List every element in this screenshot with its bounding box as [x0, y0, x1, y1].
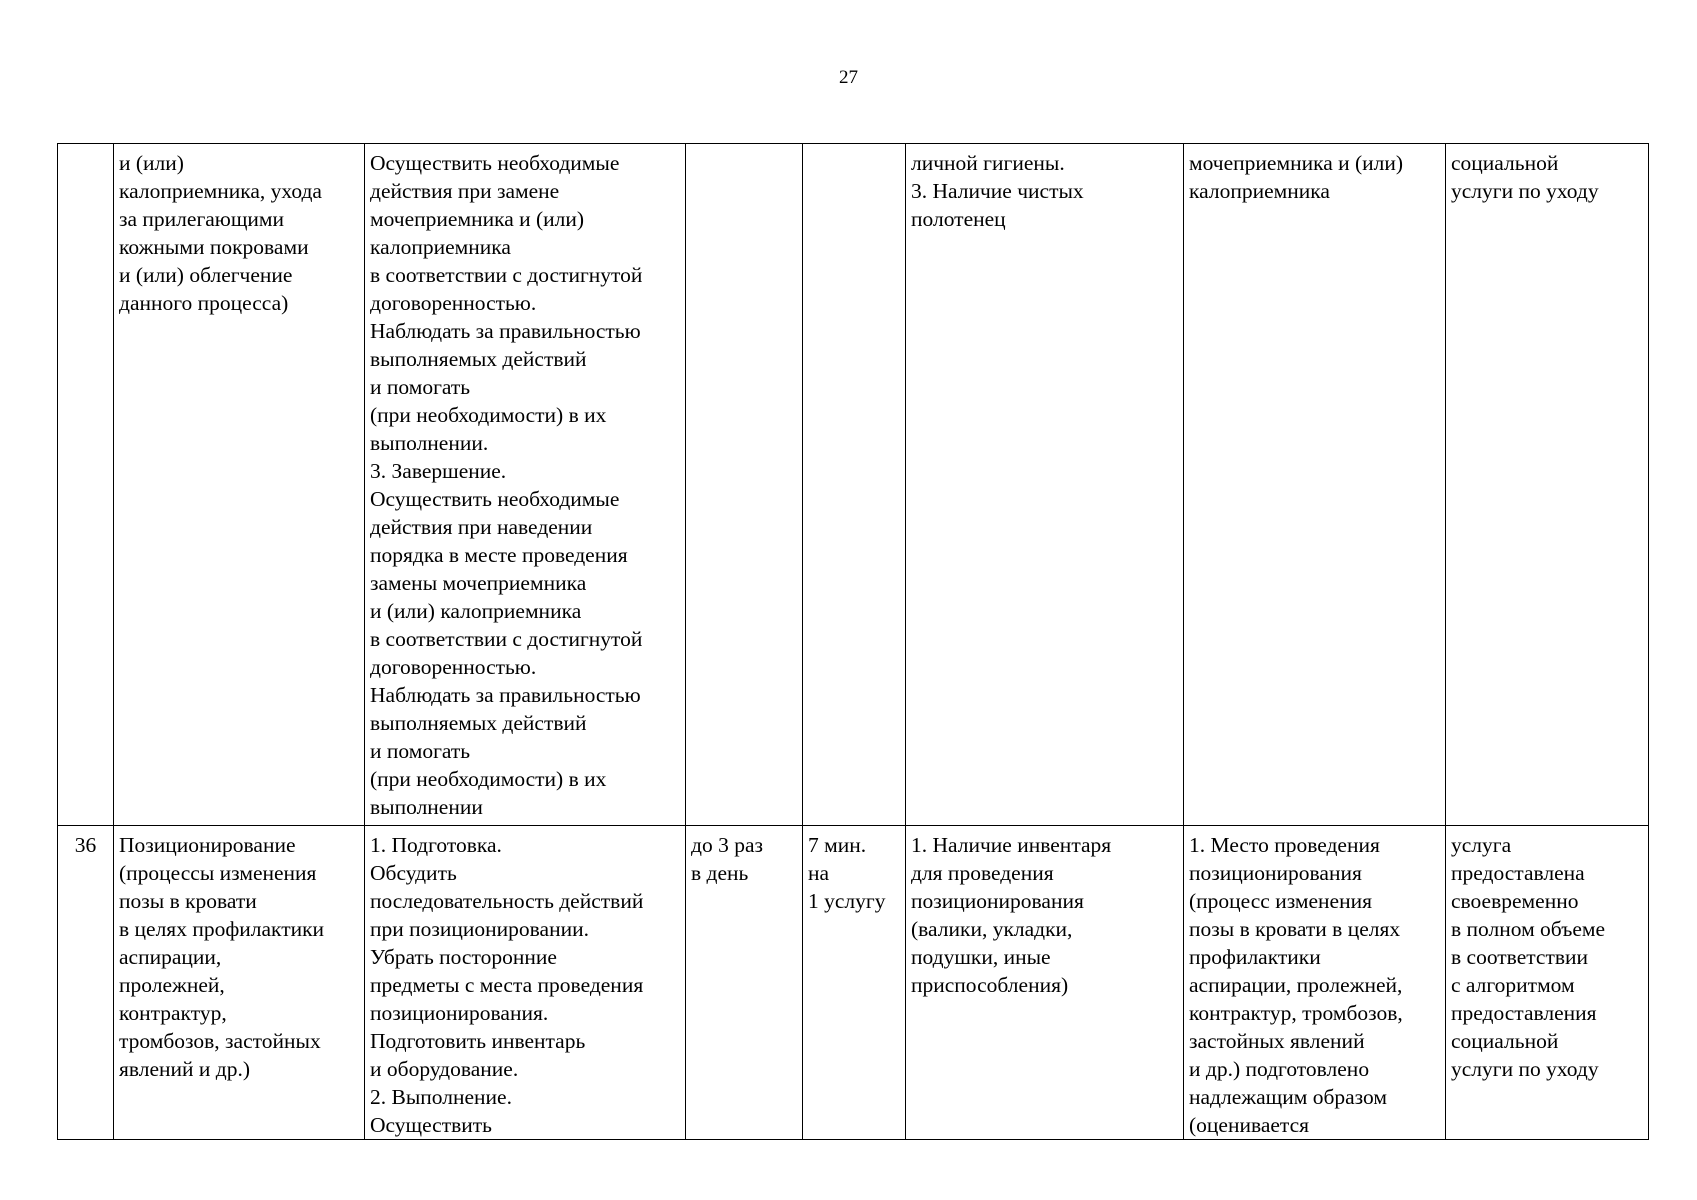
cell-time-norm	[803, 144, 906, 826]
cell-result-evaluation: услуга предоставлена своевременно в полном объеме в соответствии с алгоритмом предоставления социальной услуги по уходу	[1446, 826, 1649, 1140]
cell-frequency	[686, 144, 803, 826]
cell-service-name: Позиционирование (процессы изменения позы в кровати в целях профилактики аспирации, пролежней, контрактур, тромбозов, застойных явлений и др.)	[114, 826, 365, 1140]
cell-conditions: 1. Наличие инвентаря для проведения позиционирования (валики, укладки, подушки, иные приспособления)	[906, 826, 1184, 1140]
table-row	[58, 826, 1649, 1140]
cell-service-name: и (или) калоприемника, ухода за прилегающими кожными покровами и (или) облегчение данного процесса)	[114, 144, 365, 826]
cell-quality-indicators: 1. Место проведения позиционирования (процесс изменения позы в кровати в целях профилактики аспирации, пролежней, контрактур, тромбозов, застойных явлений и др.) подготовлено надлежащим образом (оценивается	[1184, 826, 1446, 1140]
cell-result-evaluation: социальной услуги по уходу	[1446, 144, 1649, 826]
cell-number: 36	[58, 826, 114, 1140]
services-table	[57, 143, 1649, 1140]
cell-number	[58, 144, 114, 826]
cell-time-norm: 7 мин. на 1 услугу	[803, 826, 906, 1140]
cell-frequency: до 3 раз в день	[686, 826, 803, 1140]
cell-service-description: 1. Подготовка. Обсудить последовательность действий при позиционировании. Убрать посторонние предметы с места проведения позиционирования. Подготовить инвентарь и оборудование. 2. Выполнение. Осуществить	[365, 826, 686, 1140]
table-row	[58, 144, 1649, 826]
page-number: 27	[839, 67, 858, 88]
cell-service-description: Осуществить необходимые действия при замене мочеприемника и (или) калоприемника в соответствии с достигнутой договоренностью. Наблюдать за правильностью выполняемых действий и помогать (при необходимости) в их выполнении. 3. Завершение. Осуществить необходимые действия при наведении порядка в месте проведения замены мочеприемника и (или) калоприемника в соответствии с достигнутой договоренностью. Наблюдать за правильностью выполняемых действий и помогать (при необходимости) в их выполнении	[365, 144, 686, 826]
cell-conditions: личной гигиены. 3. Наличие чистых полотенец	[906, 144, 1184, 826]
cell-quality-indicators: мочеприемника и (или) калоприемника	[1184, 144, 1446, 826]
